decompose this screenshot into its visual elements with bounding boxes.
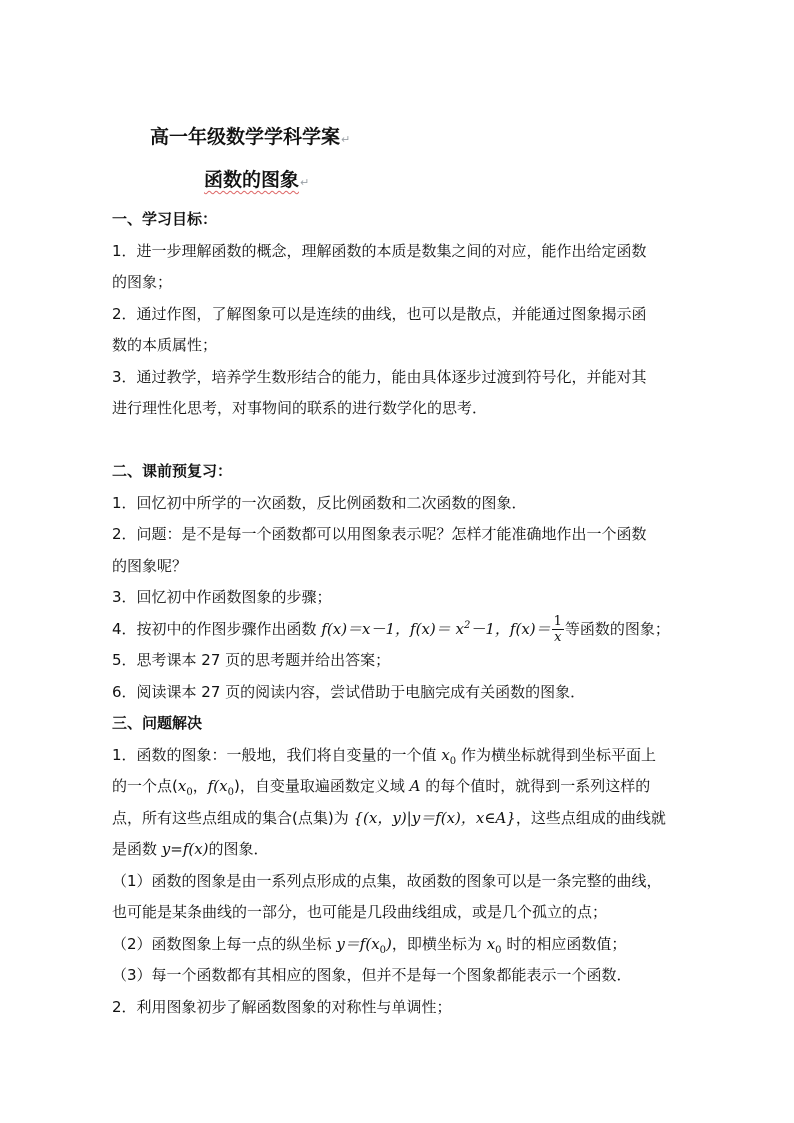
note-line: （1）函数的图象是由一系列点形成的点集，故函数的图象可以是一条完整的曲线，	[112, 871, 662, 890]
definition-line: 1．函数的图象：一般地，我们将自变量的一个值 $x_0$ 作为横坐标就得到坐标平面上	[112, 745, 656, 767]
goal-line: 进行理性化思考，对事物间的联系的进行数学化的思考．	[112, 399, 488, 417]
goal-line: 2．通过作图，了解图象可以是连续的曲线，也可以是散点，并能通过图象揭示函	[112, 304, 647, 323]
preview-item: 6．阅读课本 27 页的阅读内容，尝试借助于电脑完成有关函数的图象．	[112, 682, 586, 701]
preview-item: 1．回忆初中所学的一次函数，反比例函数和二次函数的图象．	[112, 493, 527, 512]
goal-line: 1．进一步理解函数的概念，理解函数的本质是数集之间的对应，能作出给定函数	[112, 241, 647, 260]
paragraph-mark-icon: ↵	[341, 133, 351, 146]
formula-quadratic: $f(x)= x^2-1$，	[410, 619, 510, 638]
page-title: 高一年级数学学科学案↵	[150, 126, 351, 148]
preview-item-functions: 4．按初中的作图步骤作出函数 f(x)＝x－1，$f(x)= x^2-1$，f(x)＝ $\frac{1}{x}$ 等函数的图象；	[112, 613, 670, 645]
formula-reciprocal: f(x)＝	[509, 619, 551, 638]
spacer	[112, 425, 684, 457]
goal-line: 3．通过教学，培养学生数形结合的能力，能由具体逐步过渡到符号化，并能对其	[112, 367, 647, 386]
section-heading-goals: 一、学习目标：	[112, 210, 218, 228]
definition-line: 点，所有这些点组成的集合(点集)为 {(x，y)|y＝f(x)，x∈A}，这些点组成的曲线就	[112, 808, 666, 827]
page-subtitle: 函数的图象↵	[204, 169, 310, 191]
section-heading-preview: 二、课前预复习：	[112, 462, 233, 480]
point-set-formula: {(x，y)|y＝f(x)，x∈A}	[353, 808, 516, 827]
note-line: 也可能是某条曲线的一部分，也可能是几段曲线组成，或是几个孤立的点；	[112, 903, 608, 921]
preview-item: 5．思考课本 27 页的思考题并给出答案；	[112, 651, 391, 669]
section-heading-problems: 三、问题解决	[112, 714, 203, 732]
definition-line: 是函数 y=f(x)的图象．	[112, 840, 269, 858]
note-line: （2）函数图象上每一点的纵坐标 $y=f(x_0)$，即横坐标为 $x_0$ 时的相应函数值；	[112, 934, 627, 956]
preview-item: 的图象呢？	[112, 556, 188, 575]
fraction-one-over-x: $\frac{1}{x}$	[553, 613, 562, 645]
document-body	[112, 204, 684, 1023]
problem-item: 2．利用图象初步了解函数图象的对称性与单调性；	[112, 997, 452, 1016]
preview-item: 3．回忆初中作函数图象的步骤；	[112, 588, 332, 606]
goal-line: 数的本质属性；	[112, 336, 218, 354]
goal-line: 的图象；	[112, 273, 173, 291]
formula-linear: f(x)＝x－1，	[321, 619, 411, 638]
preview-item: 2．问题：是不是每一个函数都可以用图象表示呢？怎样才能准确地作出一个函数	[112, 525, 647, 543]
definition-line: 的一个点($x_0$，$f(x_0)$，自变量取遍函数定义域 A 的每个值时，就得到一系列这样的	[112, 777, 651, 798]
paragraph-mark-icon: ↵	[300, 176, 310, 189]
note-line: （3）每一个函数都有其相应的图象，但并不是每一个图象都能表示一个函数．	[112, 966, 632, 984]
